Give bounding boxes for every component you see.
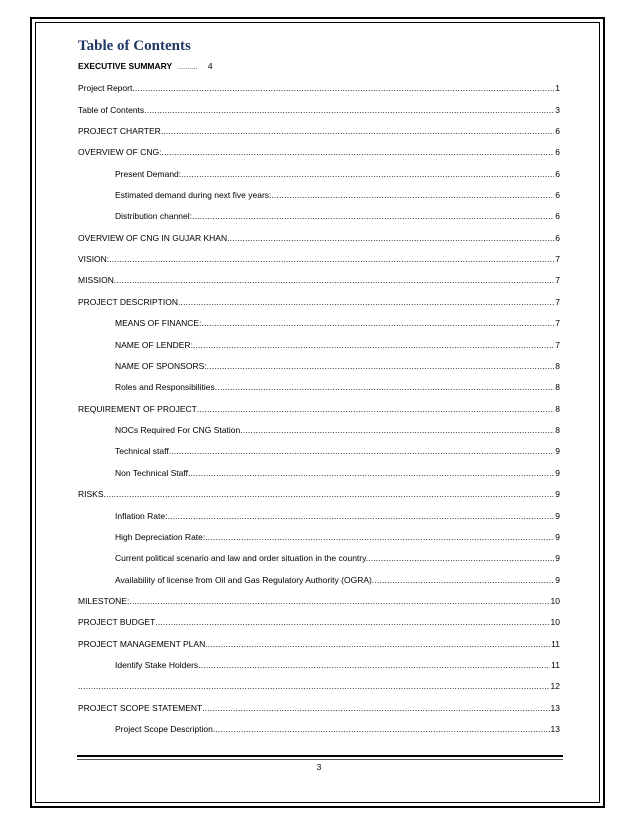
toc-entry-text: RISKS bbox=[78, 489, 104, 499]
toc-entry-political-scenario[interactable] bbox=[115, 553, 560, 565]
toc-entry-estimated-demand[interactable] bbox=[115, 190, 560, 202]
page-number: 3 bbox=[316, 762, 322, 772]
toc-entry-page: 9 bbox=[555, 468, 560, 478]
toc-entry-page: 6 bbox=[555, 233, 560, 243]
dot-leader bbox=[202, 703, 549, 713]
toc-entry-text: NAME OF SPONSORS: bbox=[115, 361, 207, 371]
dot-leader bbox=[193, 340, 554, 350]
toc-entry-identify-stake-holders[interactable] bbox=[115, 660, 560, 672]
toc-entry-text: Project Report bbox=[78, 83, 133, 93]
toc-entry-project-report[interactable] bbox=[78, 83, 560, 95]
toc-entry-high-depreciation-rate[interactable] bbox=[115, 532, 560, 544]
toc-entry-page: 3 bbox=[555, 105, 560, 115]
dot-leader bbox=[114, 275, 554, 285]
dot-leader bbox=[155, 617, 549, 627]
toc-entry-page: 12 bbox=[550, 681, 560, 691]
toc-entry-requirement-of-project[interactable] bbox=[78, 404, 560, 416]
toc-entry-project-charter[interactable] bbox=[78, 126, 560, 138]
toc-entry-table-of-contents[interactable] bbox=[78, 105, 560, 117]
dot-leader bbox=[205, 639, 550, 649]
dot-leader bbox=[198, 660, 550, 670]
dot-leader bbox=[197, 404, 554, 414]
dot-leader bbox=[205, 532, 554, 542]
toc-entry-page: 7 bbox=[555, 275, 560, 285]
toc-entry-vision[interactable] bbox=[78, 254, 560, 266]
toc-entry-page: 1 bbox=[555, 83, 560, 93]
toc-entry-text: Inflation Rate: bbox=[115, 511, 168, 521]
toc-entry-page: 6 bbox=[555, 211, 560, 221]
toc-entry-page: 8 bbox=[555, 425, 560, 435]
toc-entry-page: 6 bbox=[555, 169, 560, 179]
toc-entry-present-demand[interactable] bbox=[115, 169, 560, 181]
toc-entry-nocs-required[interactable] bbox=[115, 425, 560, 437]
toc-entry-text: NAME OF LENDER: bbox=[115, 340, 193, 350]
toc-entry-inflation-rate[interactable] bbox=[115, 511, 560, 523]
toc-entry-milestone[interactable] bbox=[78, 596, 560, 608]
dot-leader bbox=[213, 724, 550, 734]
toc-entry-page: 6 bbox=[555, 126, 560, 136]
toc-entry-overview-of-cng[interactable] bbox=[78, 147, 560, 159]
toc-entry-technical-staff[interactable] bbox=[115, 446, 560, 458]
dot-leader bbox=[240, 425, 554, 435]
dot-leader bbox=[181, 169, 554, 179]
toc-entry-text: Identify Stake Holders bbox=[115, 660, 199, 670]
toc-entry-name-of-lender[interactable] bbox=[115, 340, 560, 352]
dot-leader bbox=[169, 446, 555, 456]
dot-leader bbox=[215, 382, 555, 392]
toc-entry-text: Non Technical Staff bbox=[115, 468, 188, 478]
dot-leader bbox=[188, 468, 554, 478]
dot-leader bbox=[201, 318, 554, 328]
toc-entry-page: 10 bbox=[550, 596, 560, 606]
toc-entry-project-description[interactable] bbox=[78, 297, 560, 309]
toc-entry-page: 8 bbox=[555, 404, 560, 414]
toc-entry-text: OVERVIEW OF CNG IN GUJAR KHAN bbox=[78, 233, 228, 243]
dot-leader bbox=[129, 596, 549, 606]
toc-entry-text: Project Scope Description bbox=[115, 724, 213, 734]
toc-entry-risks[interactable] bbox=[78, 489, 560, 501]
dot-leader bbox=[192, 211, 554, 221]
toc-entry-page: 7 bbox=[555, 297, 560, 307]
toc-entry-text: OVERVIEW OF CNG: bbox=[78, 147, 162, 157]
toc-entry-page: 9 bbox=[555, 446, 560, 456]
toc-entry-page: 7 bbox=[555, 340, 560, 350]
toc-entry-page: 13 bbox=[550, 703, 560, 713]
dot-leader bbox=[167, 511, 554, 521]
toc-entry-text: Current political scenario and law and order situation in the country. bbox=[115, 553, 369, 563]
toc-entry-page: 7 bbox=[555, 318, 560, 328]
toc-entry-page: 11 bbox=[551, 660, 560, 670]
toc-entry-page: 9 bbox=[555, 489, 560, 499]
toc-entry-means-of-finance[interactable] bbox=[115, 318, 560, 330]
toc-entry-project-budget[interactable] bbox=[78, 617, 560, 629]
toc-entry-page: 9 bbox=[555, 511, 560, 521]
toc-entry-text: Technical staff bbox=[115, 446, 169, 456]
toc-entry-non-technical-staff[interactable] bbox=[115, 468, 560, 480]
toc-entry-text: Present Demand: bbox=[115, 169, 182, 179]
toc-entry-text: PROJECT DESCRIPTION bbox=[78, 297, 178, 307]
toc-entry-text: High Depreciation Rate: bbox=[115, 532, 206, 542]
toc-entry-text: REQUIREMENT OF PROJECT bbox=[78, 404, 197, 414]
toc-entry-page: 13 bbox=[550, 724, 560, 734]
dot-leader bbox=[109, 254, 554, 264]
toc-entry-page: 6 bbox=[555, 190, 560, 200]
dot-leader bbox=[104, 489, 555, 499]
toc-entry-page: 11 bbox=[551, 639, 560, 649]
toc-entry-page: 7 bbox=[555, 254, 560, 264]
toc-entry-text: Distribution channel: bbox=[115, 211, 193, 221]
toc-entry-project-management-plan[interactable] bbox=[78, 639, 560, 651]
dot-leader bbox=[178, 297, 554, 307]
toc-entry-text: MEANS OF FINANCE: bbox=[115, 318, 202, 328]
toc-entry-text: Roles and Responsibilities bbox=[115, 382, 215, 392]
toc-entry-text: Availability of license from Oil and Gas Regulatory Authority (OGRA) bbox=[115, 575, 372, 585]
dot-leader bbox=[227, 233, 554, 243]
toc-entry-project-scope-description[interactable] bbox=[115, 724, 560, 736]
toc-entry-page: 10 bbox=[550, 617, 560, 627]
toc-entry-text: MILESTONE: bbox=[78, 596, 130, 606]
toc-entry-roles-responsibilities[interactable] bbox=[115, 382, 560, 394]
toc-entry-text: PROJECT SCOPE STATEMENT bbox=[78, 703, 203, 713]
dot-leader bbox=[207, 361, 555, 371]
toc-entry-ogra-license[interactable] bbox=[115, 575, 560, 587]
toc-entry-text: Estimated demand during next five years: bbox=[115, 190, 272, 200]
dot-leader bbox=[144, 105, 554, 115]
toc-entry-text: Table of Contents bbox=[78, 105, 145, 115]
toc-entry-text: PROJECT MANAGEMENT PLAN bbox=[78, 639, 206, 649]
toc-entry-name-of-sponsors[interactable] bbox=[115, 361, 560, 373]
toc-entry-text: PROJECT CHARTER bbox=[78, 126, 161, 136]
executive-summary-entry[interactable] bbox=[78, 61, 213, 71]
footer-rule bbox=[77, 755, 563, 757]
toc-entry-text: NOCs Required For CNG Station bbox=[115, 425, 241, 435]
toc-entry-mission[interactable] bbox=[78, 275, 560, 287]
toc-entry-overview-cng-gujar-khan[interactable] bbox=[78, 233, 560, 245]
toc-entry-untitled[interactable] bbox=[78, 681, 560, 693]
toc-entry-page: 9 bbox=[555, 575, 560, 585]
executive-summary-label: EXECUTIVE SUMMARY bbox=[78, 61, 173, 71]
toc-entry-text: PROJECT BUDGET bbox=[78, 617, 156, 627]
footer-rule-thin bbox=[77, 759, 563, 760]
toc-entry-page: 9 bbox=[555, 532, 560, 542]
dot-leader bbox=[372, 575, 554, 585]
toc-entry-page: 9 bbox=[555, 553, 560, 563]
dot-leader bbox=[161, 147, 554, 157]
dot-leader bbox=[271, 190, 554, 200]
executive-summary-page: 4 bbox=[207, 61, 213, 71]
dot-leader bbox=[161, 126, 554, 136]
toc-entry-text: MISSION bbox=[78, 275, 114, 285]
toc-entry-page: 6 bbox=[555, 147, 560, 157]
dot-leader bbox=[368, 553, 554, 563]
executive-summary-dots: .......... bbox=[178, 65, 198, 71]
dot-leader bbox=[132, 83, 554, 93]
dot-leader bbox=[78, 681, 550, 691]
toc-entry-page: 8 bbox=[555, 382, 560, 392]
toc-title: Table of Contents bbox=[78, 38, 191, 54]
toc-entry-text: VISION: bbox=[78, 254, 110, 264]
toc-entry-project-scope-statement[interactable] bbox=[78, 703, 560, 715]
toc-entry-distribution-channel[interactable] bbox=[115, 211, 560, 223]
toc-entry-page: 8 bbox=[555, 361, 560, 371]
